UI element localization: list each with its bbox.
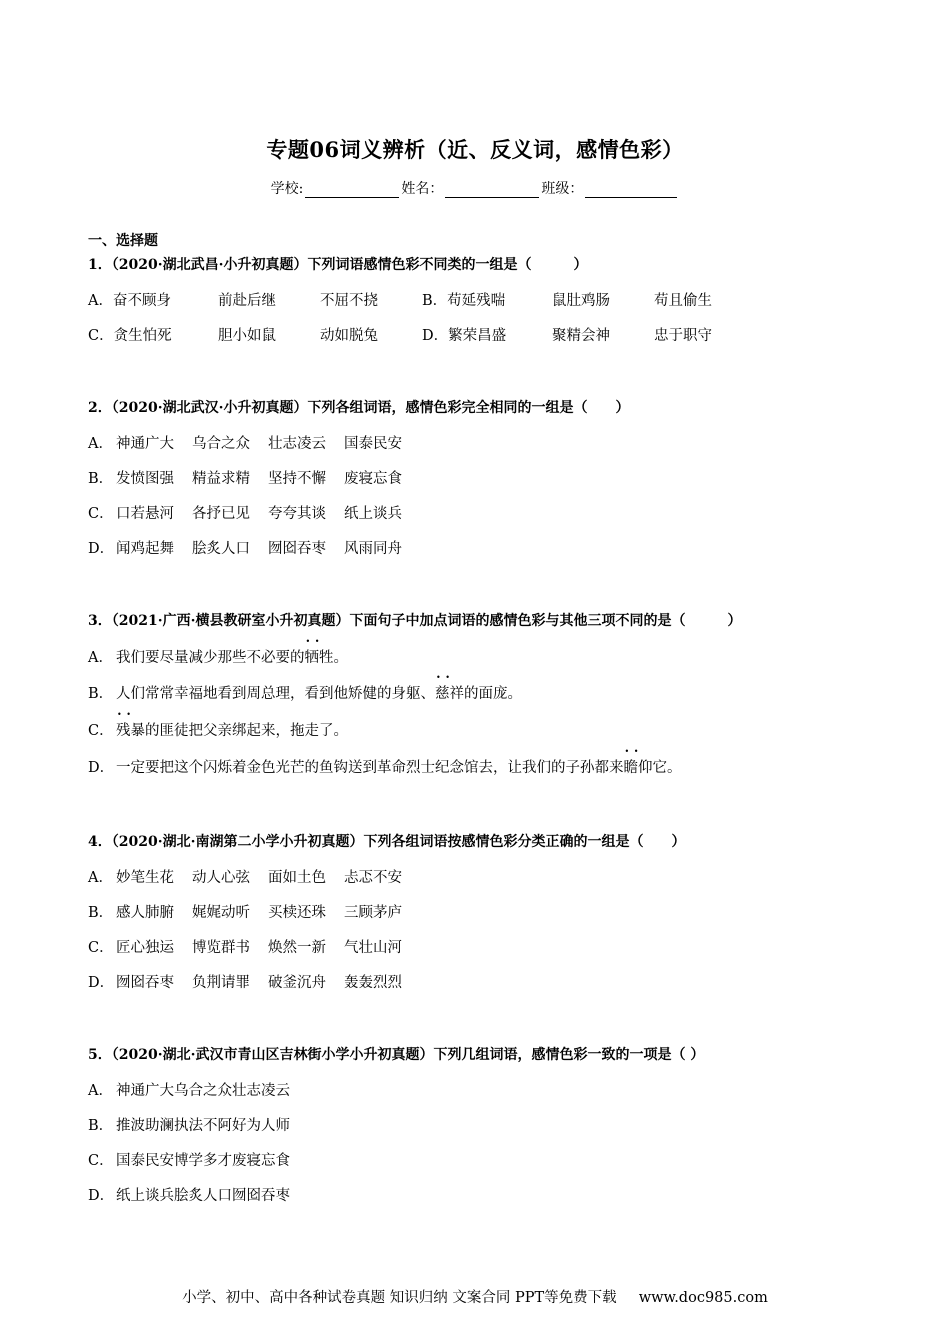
- q2-word: 发愤图强: [116, 471, 174, 487]
- q1-word: 聚精会神: [552, 328, 610, 344]
- option-label: C．: [88, 506, 114, 522]
- footer-text: 小学、初中、高中各种试卷真题 知识归纳 文案合同 PPT等免费下载: [182, 1290, 617, 1306]
- option-label: A．: [88, 1083, 113, 1099]
- option-label: B．: [88, 905, 114, 921]
- question-3-stem: 3．（2021·广西·横县教研室小升初真题）下面句子中加点词语的感情色彩与其他三项不同的是（ ）: [88, 613, 742, 629]
- option-label: B．: [88, 471, 114, 487]
- option-label: D．: [88, 1188, 115, 1204]
- q2-option-b: [88, 467, 420, 488]
- q1-option-c: C．贪生怕死: [88, 328, 172, 344]
- q4-word: 娓娓动听: [192, 905, 250, 921]
- question-1-row-2: [88, 324, 742, 345]
- q4-word: 感人肺腑: [116, 905, 174, 921]
- q1-word: 忠于职守: [654, 328, 712, 344]
- q4-option-d: [88, 971, 420, 992]
- emphasized-word: • • 慈祥: [435, 686, 464, 702]
- q4-option-b: [88, 901, 420, 922]
- q1-word: 不屈不挠: [320, 293, 378, 309]
- sentence-text: 。: [333, 650, 348, 666]
- q4-word: 妙笔生花: [116, 870, 174, 886]
- class-label: 班级：: [541, 181, 584, 197]
- question-1-stem: 1．（2020·湖北武昌·小升初真题）下列词语感情色彩不同类的一组是（ ）: [88, 257, 588, 273]
- emphasized-word: • • 牺牲: [305, 650, 334, 666]
- q2-word: 废寝忘食: [344, 471, 402, 487]
- name-blank: [445, 183, 539, 198]
- q3-option-b: [88, 682, 522, 703]
- q2-word: 夸夸其谈: [268, 506, 326, 522]
- q1-option-b: B．苟延残喘: [422, 293, 506, 309]
- q3-option-a: [88, 646, 348, 667]
- q2-word: 壮志凌云: [268, 436, 326, 452]
- name-label: 姓名：: [401, 181, 444, 197]
- q2-word: 精益求精: [192, 471, 250, 487]
- footer-url[interactable]: www.doc985.com: [638, 1290, 768, 1306]
- q4-word: 面如土色: [268, 870, 326, 886]
- q2-option-a: [88, 432, 420, 453]
- q4-word: 博览群书: [192, 940, 250, 956]
- q5-option-a: [88, 1079, 290, 1100]
- option-label: A．: [88, 650, 113, 666]
- q2-word: 神通广大: [116, 436, 174, 452]
- q4-word: 负荆请罪: [192, 975, 250, 991]
- option-label: B．: [88, 1118, 114, 1134]
- q1-option-a: A．奋不顾身: [88, 293, 171, 309]
- emphasized-word: • • 残暴: [116, 723, 145, 739]
- q2-word: 乌合之众: [192, 436, 250, 452]
- q4-word: 动人心弦: [192, 870, 250, 886]
- q4-word: 买椟还珠: [268, 905, 326, 921]
- q3-option-c: [88, 719, 348, 740]
- sentence-text: 我们要尽量减少那些不必要的: [116, 650, 305, 666]
- option-label: D．: [88, 975, 115, 991]
- q4-word: 轰轰烈烈: [344, 975, 402, 991]
- q1-option-d: D．繁荣昌盛: [422, 328, 507, 344]
- q2-word: 各抒已见: [192, 506, 250, 522]
- option-label: C．: [88, 723, 114, 739]
- q4-word: 破釜沉舟: [268, 975, 326, 991]
- q2-word: 风雨同舟: [344, 541, 402, 557]
- question-2-stem: 2．（2020·湖北武汉·小升初真题）下列各组词语，感情色彩完全相同的一组是（ ）: [88, 400, 630, 416]
- option-text: 国泰民安博学多才废寝忘食: [116, 1153, 290, 1169]
- q2-word: 脍炙人口: [192, 541, 250, 557]
- page-title: 专题06词义辨析（近、反义词，感情色彩）: [266, 137, 684, 162]
- q4-word: 囫囵吞枣: [116, 975, 174, 991]
- sentence-text: 人们常常幸福地看到周总理，看到他矫健的身躯、: [116, 686, 435, 702]
- q4-option-a: [88, 866, 420, 887]
- page-footer: [0, 1286, 950, 1307]
- q4-option-c: [88, 936, 420, 957]
- q4-word: 忐忑不安: [344, 870, 402, 886]
- q4-word: 三顾茅庐: [344, 905, 402, 921]
- q2-word: 纸上谈兵: [344, 506, 402, 522]
- q2-word: 国泰民安: [344, 436, 402, 452]
- q2-word: 口若悬河: [116, 506, 174, 522]
- q2-word: 囫囵吞枣: [268, 541, 326, 557]
- option-label: D．: [88, 760, 115, 776]
- q2-word: 坚持不懈: [268, 471, 326, 487]
- option-text: 纸上谈兵脍炙人口囫囵吞枣: [116, 1188, 290, 1204]
- school-label: 学校:: [270, 181, 304, 197]
- sentence-text: 的匪徒把父亲绑起来，拖走了。: [145, 723, 348, 739]
- q1-word: 动如脱兔: [320, 328, 378, 344]
- q4-word: 焕然一新: [268, 940, 326, 956]
- sentence-text: 它。: [652, 760, 682, 776]
- option-label: C．: [88, 940, 114, 956]
- student-info-line: [0, 178, 950, 198]
- sentence-text: 的面庞。: [464, 686, 522, 702]
- q2-option-d: [88, 537, 420, 558]
- q1-word: 鼠肚鸡肠: [552, 293, 610, 309]
- q4-word: 气壮山河: [344, 940, 402, 956]
- sentence-text: 一定要把这个闪烁着金色光芒的鱼钩送到革命烈士纪念馆去，让我们的子孙都来: [116, 760, 624, 776]
- section-title: 一、选择题: [88, 233, 158, 249]
- question-4-stem: 4．（2020·湖北·南湖第二小学小升初真题）下列各组词语按感情色彩分类正确的一组是（ ）: [88, 834, 686, 850]
- school-blank: [305, 183, 399, 198]
- q1-word: 苟且偷生: [654, 293, 712, 309]
- q2-word: 闻鸡起舞: [116, 541, 174, 557]
- emphasized-word: • • 瞻仰: [624, 760, 653, 776]
- option-label: A．: [88, 870, 113, 886]
- class-blank: [585, 183, 677, 198]
- question-1-row-1: [88, 289, 742, 310]
- option-label: A．: [88, 436, 113, 452]
- q3-option-d: [88, 756, 682, 777]
- option-label: D．: [88, 541, 115, 557]
- question-5-stem: 5．（2020·湖北·武汉市青山区吉林街小学小升初真题）下列几组词语，感情色彩一致的一项是（ ）: [88, 1047, 705, 1063]
- option-text: 神通广大乌合之众壮志凌云: [116, 1083, 290, 1099]
- option-label: C．: [88, 1153, 114, 1169]
- q2-option-c: [88, 502, 420, 523]
- option-label: B．: [88, 686, 114, 702]
- q5-option-b: [88, 1114, 290, 1135]
- q4-word: 匠心独运: [116, 940, 174, 956]
- q1-word: 胆小如鼠: [218, 328, 276, 344]
- q5-option-d: [88, 1184, 290, 1205]
- option-text: 推波助澜执法不阿好为人师: [116, 1118, 290, 1134]
- q1-word: 前赴后继: [218, 293, 276, 309]
- q5-option-c: [88, 1149, 290, 1170]
